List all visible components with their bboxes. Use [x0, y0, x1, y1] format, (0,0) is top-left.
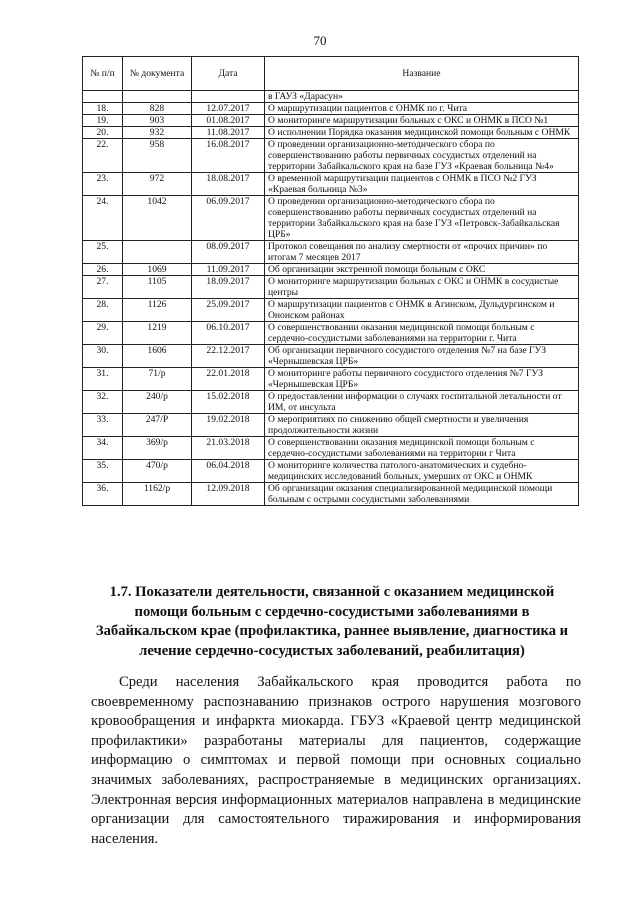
row-title: О маршрутизации пациентов с ОНМК в Агинском, Дульдургинском и Ононском районах [265, 299, 579, 322]
row-document-number [123, 241, 192, 264]
row-title: О исполнении Порядка оказания медицинской помощи больным с ОНМК [265, 127, 579, 139]
row-title: Об организации оказания специализированной медицинской помощи больным с острыми сосудистыми заболеваниями [265, 483, 579, 506]
table-row [83, 437, 579, 460]
row-number: 36. [83, 483, 123, 506]
row-date: 15.02.2018 [192, 391, 265, 414]
row-date: 18.09.2017 [192, 276, 265, 299]
row-number: 18. [83, 103, 123, 115]
row-date: 06.10.2017 [192, 322, 265, 345]
row-title: О мониторинге работы первичного сосудистого отделения №7 ГУЗ «Чернышевская ЦРБ» [265, 368, 579, 391]
row-date: 12.09.2018 [192, 483, 265, 506]
row-date: 11.09.2017 [192, 264, 265, 276]
table-row [83, 276, 579, 299]
row-document-number: 828 [123, 103, 192, 115]
table-row [83, 103, 579, 115]
row-number: 23. [83, 173, 123, 196]
row-document-number: 1042 [123, 196, 192, 241]
row-document-number: 1606 [123, 345, 192, 368]
row-document-number: 1126 [123, 299, 192, 322]
row-document-number: 240/р [123, 391, 192, 414]
row-title: Протокол совещания по анализу смертности от «прочих причин» по итогам 7 месяцев 2017 [265, 241, 579, 264]
table-body [83, 91, 579, 506]
row-number: 22. [83, 139, 123, 173]
row-title: О мероприятиях по снижению общей смертности и увеличения продолжительности жизни [265, 414, 579, 437]
table-row [83, 391, 579, 414]
row-date: 11.08.2017 [192, 127, 265, 139]
row-number: 32. [83, 391, 123, 414]
page-number: 70 [313, 33, 327, 48]
row-title: О совершенствовании оказания медицинской помощи больным с сердечно-сосудистыми заболеваниями на территории г Чита [265, 437, 579, 460]
row-document-number: 903 [123, 115, 192, 127]
row-document-number: 1105 [123, 276, 192, 299]
header-date: Дата [192, 57, 265, 91]
row-document-number: 958 [123, 139, 192, 173]
row-number: 27. [83, 276, 123, 299]
table-row [83, 483, 579, 506]
row-number: 35. [83, 460, 123, 483]
continuation-text: в ГАУЗ «Дарасун» [265, 91, 579, 103]
table-row [83, 414, 579, 437]
row-date: 22.01.2018 [192, 368, 265, 391]
row-number: 34. [83, 437, 123, 460]
header-title: Название [265, 57, 579, 91]
row-number: 19. [83, 115, 123, 127]
table-row [83, 196, 579, 241]
row-title: О проведении организационно-методического сбора по совершенствованию работы первичных сосудистых отделений на территории Забайкальского края на базе ГУЗ «Краевая больница №4» [265, 139, 579, 173]
row-date: 08.09.2017 [192, 241, 265, 264]
table-row [83, 322, 579, 345]
row-document-number: 369/р [123, 437, 192, 460]
table-row [83, 173, 579, 196]
table-row [83, 139, 579, 173]
row-number: 29. [83, 322, 123, 345]
row-number: 33. [83, 414, 123, 437]
row-number: 26. [83, 264, 123, 276]
row-document-number: 71/р [123, 368, 192, 391]
row-date: 19.02.2018 [192, 414, 265, 437]
row-date: 06.09.2017 [192, 196, 265, 241]
row-number: 30. [83, 345, 123, 368]
row-title: О временной маршрутизации пациентов с ОНМК в ПСО №2 ГУЗ «Краевая больница №3» [265, 173, 579, 196]
row-document-number: 972 [123, 173, 192, 196]
row-date: 12.07.2017 [192, 103, 265, 115]
table-header-row [83, 57, 579, 91]
section-heading: 1.7. Показатели деятельности, связанной с оказанием медицинской помощи больным с сердечно-сосудистыми заболеваниями в Забайкальском крае (профилактика, раннее выявление, диагностика и лечение сердечно-сосудистых заболеваний, реабилитация) [95, 584, 569, 659]
row-number: 24. [83, 196, 123, 241]
row-document-number: 470/р [123, 460, 192, 483]
row-date: 18.08.2017 [192, 173, 265, 196]
row-date: 01.08.2017 [192, 115, 265, 127]
row-title: О маршрутизации пациентов с ОНМК по г. Чита [265, 103, 579, 115]
row-title: Об организации первичного сосудистого отделения №7 на базе ГУЗ «Чернышевская ЦРБ» [265, 345, 579, 368]
row-title: О мониторинге маршрутизации больных с ОКС и ОНМК в сосудистые центры [265, 276, 579, 299]
table-row [83, 115, 579, 127]
row-title: Об организации экстренной помощи больным с ОКС [265, 264, 579, 276]
header-number: № п/п [83, 57, 123, 91]
row-number: 25. [83, 241, 123, 264]
table-row [83, 264, 579, 276]
table-row [83, 241, 579, 264]
row-date: 25.09.2017 [192, 299, 265, 322]
row-document-number: 1069 [123, 264, 192, 276]
header-document: № документа [123, 57, 192, 91]
row-document-number: 247/Р [123, 414, 192, 437]
row-date: 21.03.2018 [192, 437, 265, 460]
table-row-continuation [83, 91, 579, 103]
row-title: О предоставлении информации о случаях госпитальной летальности от ИМ, от инсульта [265, 391, 579, 414]
row-date: 16.08.2017 [192, 139, 265, 173]
row-date: 22.12.2017 [192, 345, 265, 368]
row-document-number: 932 [123, 127, 192, 139]
row-date: 06.04.2018 [192, 460, 265, 483]
row-title: О мониторинге маршрутизации больных с ОКС и ОНМК в ПСО №1 [265, 115, 579, 127]
row-title: О совершенствовании оказания медицинской помощи больным с сердечно-сосудистыми заболеваниями на территории г. Чита [265, 322, 579, 345]
row-title: О мониторинге количества патолого-анатомических и судебно-медицинских исследований больных, умерших от ОКС и ОНМК [265, 460, 579, 483]
table-row [83, 460, 579, 483]
row-number: 28. [83, 299, 123, 322]
table-row [83, 345, 579, 368]
table-row [83, 299, 579, 322]
row-title: О проведении организационно-методического сбора по совершенствованию работы первичных сосудистых отделений на территории Забайкальского края на базе ГУЗ «Петровск-Забайкальская ЦРБ» [265, 196, 579, 241]
table-row [83, 368, 579, 391]
body-paragraph: Среди населения Забайкальского края проводится работа по своевременному распознаванию признаков острого нарушения мозгового кровообращения и инфаркта миокарда. ГБУЗ «Краевой центр медицинской профилактики» разработаны материалы для пациентов, содержащие информацию о симптомах и первой помощи при основных социально значимых заболеваниях, распространяемые в медицинских организациях. Электронная версия информационных материалов направлена в медицинские организации для самостоятельного тиражирования и информирования населения. [91, 674, 581, 847]
row-number: 20. [83, 127, 123, 139]
table-row [83, 127, 579, 139]
row-document-number: 1162/р [123, 483, 192, 506]
row-number: 31. [83, 368, 123, 391]
documents-table [82, 56, 579, 506]
row-document-number: 1219 [123, 322, 192, 345]
